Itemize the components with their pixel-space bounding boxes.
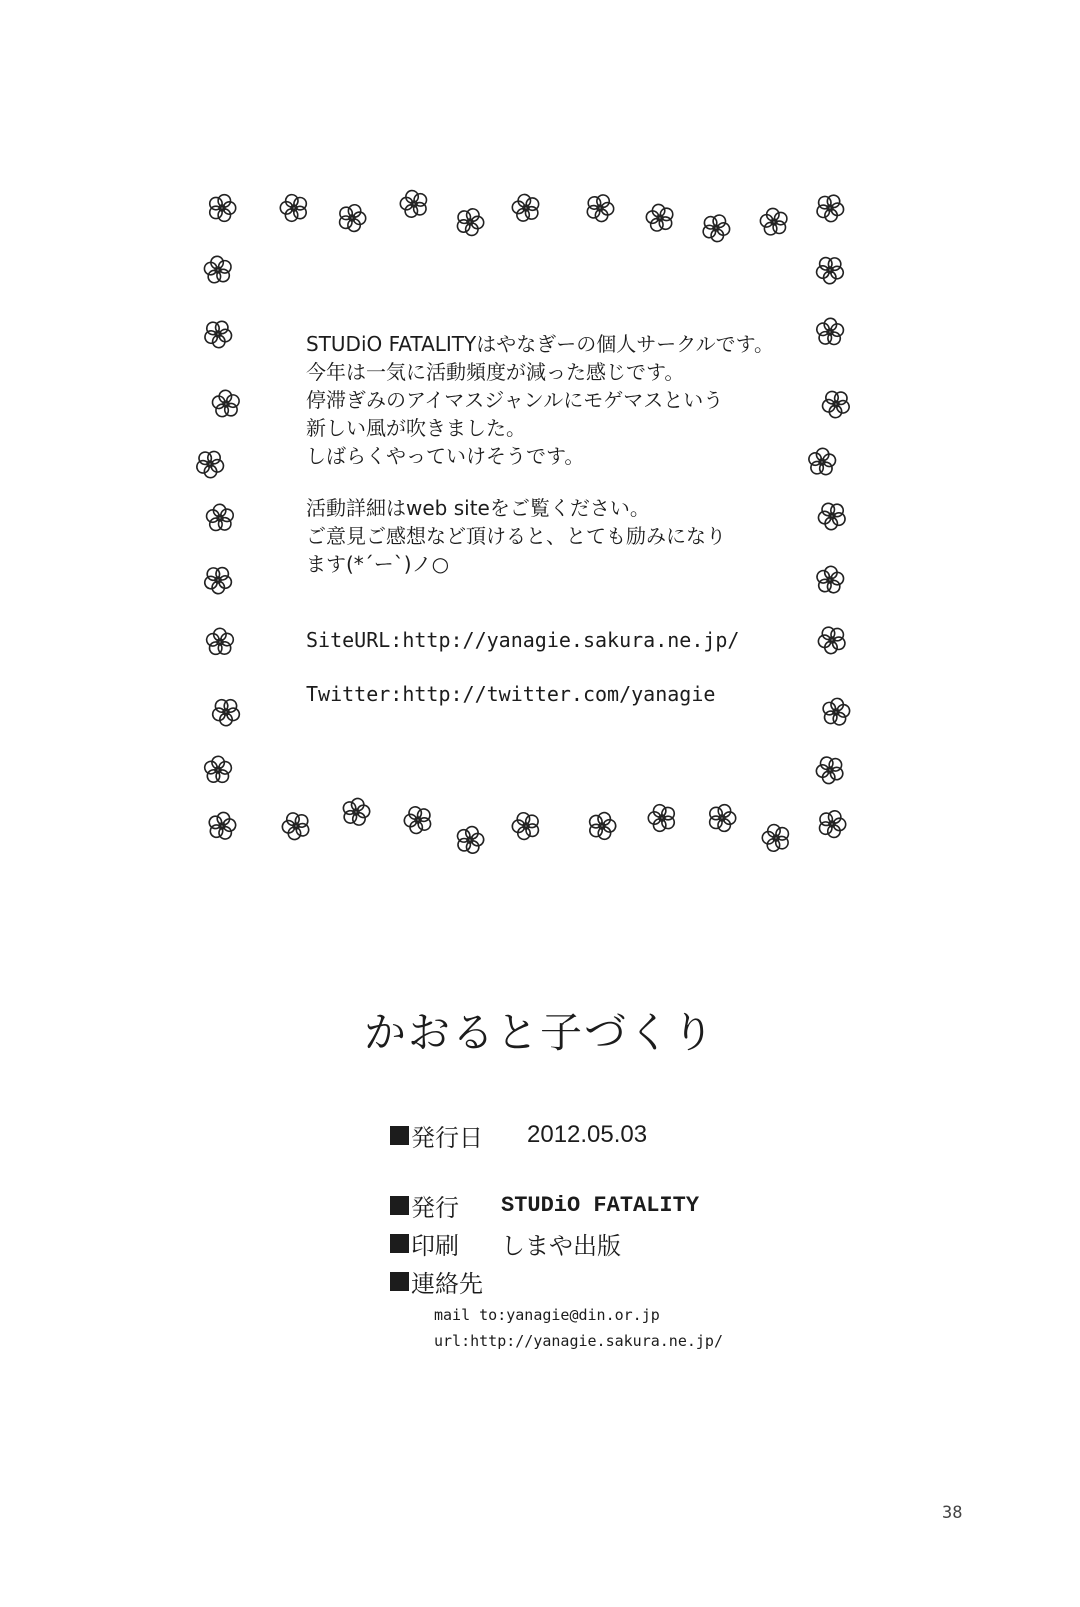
message-line: 停滞ぎみのアイマスジャンルにモゲマスという <box>306 388 724 412</box>
message-line: しばらくやっていけそうです。 <box>306 444 585 468</box>
flower-icon <box>814 253 848 287</box>
date-label: 発行日 <box>411 1123 483 1152</box>
contact-label: 連絡先 <box>411 1269 483 1298</box>
flower-icon <box>208 386 245 423</box>
contact-url[interactable]: url:http://yanagie.sakura.ne.jp/ <box>434 1332 723 1350</box>
flower-icon <box>758 820 795 857</box>
message-line: 活動詳細はweb siteをご覧ください。 <box>306 496 650 520</box>
bullet-square-icon <box>390 1196 409 1215</box>
flower-icon <box>396 186 433 223</box>
publisher-value: STUDiO FATALITY <box>501 1192 700 1218</box>
printer-value: しまや出版 <box>501 1231 621 1260</box>
flower-icon <box>279 808 315 844</box>
flower-icon <box>203 318 234 349</box>
message-line: ます(*´ー`)ノ○ <box>306 552 450 576</box>
flower-icon <box>401 802 437 838</box>
flower-icon <box>203 564 235 597</box>
flower-icon <box>200 252 237 289</box>
contact-row <box>390 1264 910 1298</box>
book-title: かおると子づくり <box>363 1008 716 1057</box>
flower-icon <box>644 800 681 837</box>
flower-icon <box>210 696 243 729</box>
message-line: STUDiO FATALITYはやなぎーの個人サークルです。 <box>306 332 775 356</box>
message-line: 新しい風が吹きました。 <box>306 416 526 440</box>
flower-icon <box>508 190 545 227</box>
flower-icon <box>756 204 793 241</box>
flower-icon <box>709 804 735 831</box>
flower-icon <box>813 752 848 788</box>
flower-icon <box>202 500 239 537</box>
flower-icon <box>195 448 227 480</box>
flower-icon <box>457 208 485 236</box>
page-number: 38 <box>942 1503 963 1523</box>
message-line: 今年は一気に活動頻度が減った感じです。 <box>306 360 685 384</box>
flower-icon <box>586 193 615 222</box>
flower-icon <box>642 200 679 237</box>
contact-mail[interactable]: mail to:yanagie@din.or.jp <box>434 1306 660 1324</box>
flower-icon <box>702 213 731 243</box>
site-url-link[interactable]: SiteURL:http://yanagie.sakura.ne.jp/ <box>306 628 740 652</box>
flower-icon <box>339 204 366 232</box>
message-line: ご意見ご感想など頂けると、とても励みになり <box>306 524 726 548</box>
flower-icon <box>453 824 487 858</box>
flower-icon <box>205 809 240 844</box>
printer-label: 印刷 <box>411 1231 459 1260</box>
afterword-message <box>306 330 826 578</box>
links-block <box>306 628 826 708</box>
flower-icon <box>585 810 619 843</box>
colophon <box>390 1118 910 1354</box>
bullet-square-icon <box>390 1126 409 1145</box>
flower-icon <box>508 808 544 845</box>
printer-row <box>390 1226 910 1260</box>
flower-icon <box>276 190 313 227</box>
flower-icon <box>819 810 846 838</box>
publisher-row <box>390 1188 910 1222</box>
contact-details <box>434 1302 910 1354</box>
date-value: 2012.05.03 <box>527 1121 648 1148</box>
flower-icon <box>200 752 237 789</box>
date-row <box>390 1118 910 1152</box>
flower-icon <box>202 624 239 661</box>
flower-icon <box>816 193 846 224</box>
flower-icon <box>339 795 374 829</box>
bullet-square-icon <box>390 1272 409 1291</box>
publisher-label: 発行 <box>411 1193 459 1222</box>
bullet-square-icon <box>390 1234 409 1253</box>
flower-icon <box>210 195 236 222</box>
twitter-link[interactable]: Twitter:http://twitter.com/yanagie <box>306 682 716 706</box>
